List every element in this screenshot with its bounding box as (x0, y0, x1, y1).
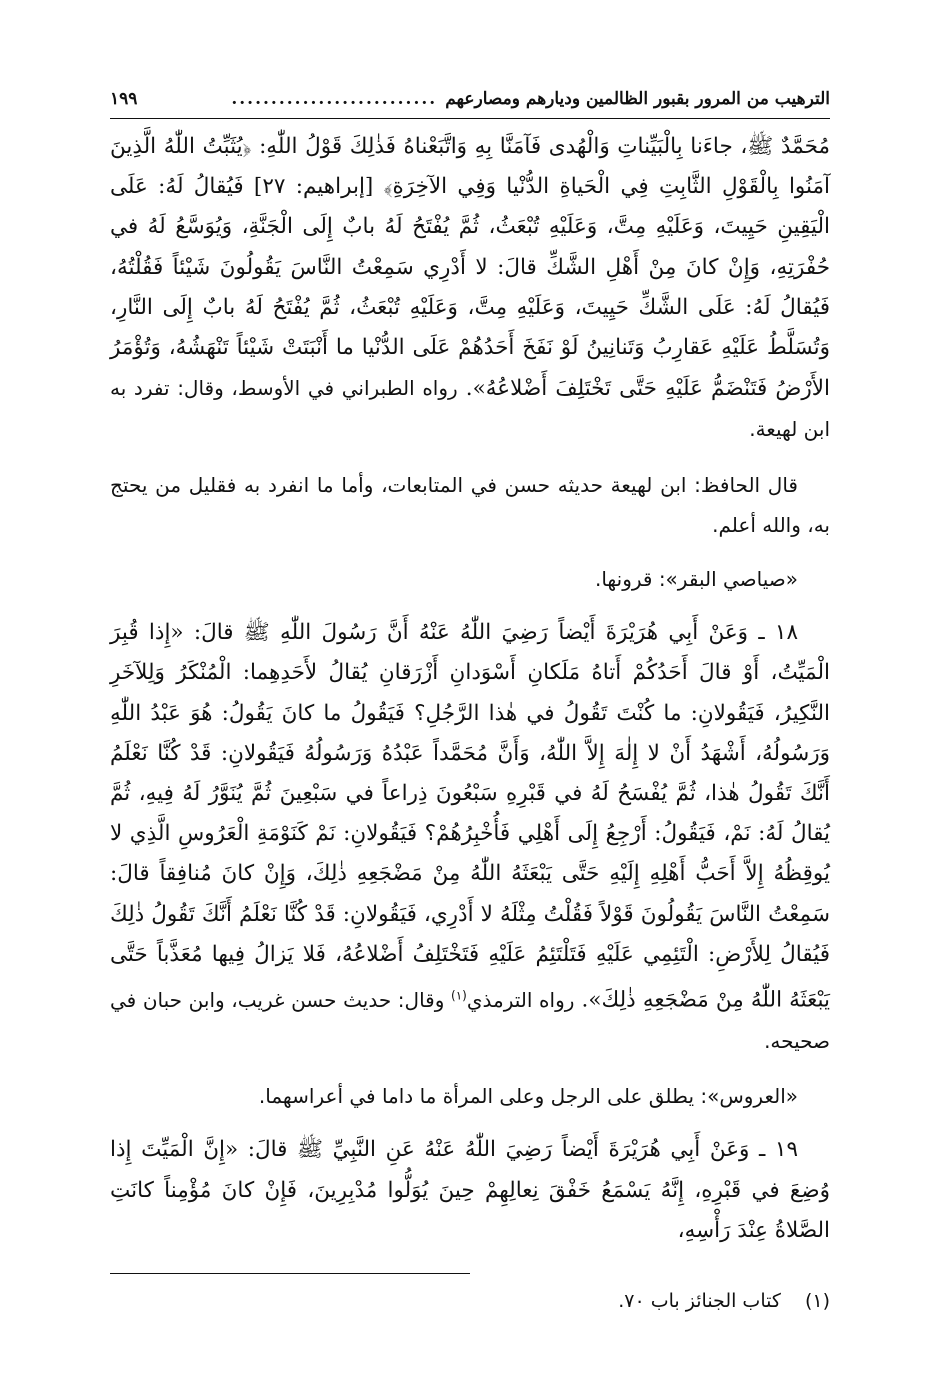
body-text (110, 127, 830, 1251)
running-header (110, 80, 830, 119)
footnote-reference[interactable]: (١) (451, 988, 467, 1003)
footnote-text: كتاب الجنائز باب ٧٠. (618, 1290, 781, 1312)
hadith-text: مُحَمَّدٌ ﷺ، جاءَنا بِالْبَيِّناتِ وَالْهُدى فَآمَنَّا بِهِ وَاتَّبَعْناهُ فَذٰلِكَ قَوْلُ اللّٰهِ: ﴿يُثَبِّتُ اللّٰهُ الَّذِينَ آمَنُوا بِالْقَوْلِ الثَّابِتِ فِي الْحَياةِ الدُّنْيا وَفِي الآخِرَةِ﴾ [إبراهيم: ٢٧] فَيُقالُ لَهُ: عَلَى الْيَقِينِ حَيِيتَ، وَعَلَيْهِ مِتَّ، وَعَلَيْهِ تُبْعَثُ، ثُمَّ يُفْتَحُ لَهُ بابٌ إِلَى الْجَنَّةِ، وَيُوَسَّعُ لَهُ في حُفْرَتِهِ، وَإِنْ كانَ مِنْ أَهْلِ الشَّكِّ قالَ: لا أَدْرِي سَمِعْتُ النَّاسَ يَقُولُونَ شَيْئاً فَقُلْتُهُ، فَيُقالُ لَهُ: عَلَى الشَّكِّ حَيِيتَ، وَعَلَيْهِ مِتَّ، وَعَلَيْهِ تُبْعَثُ، ثُمَّ يُفْتَحُ لَهُ بابٌ إِلَى النَّارِ، وَتُسَلَّطُ عَلَيْهِ عَقارِبُ وَتَنانِينُ لَوْ نَفَخَ أَحَدُهُمْ عَلَى الدُّنْيا ما أَنْبَتَتْ شَيْئاً تَنْهَشُهُ، وَتُؤْمَرُ الأَرْضُ فَتَنْضَمُّ عَلَيْهِ حَتَّى تَخْتَلِفَ أَضْلاعُهُ». (110, 134, 830, 402)
paragraph-hadith-18 (110, 613, 830, 1062)
paragraph-hadith-continuation (110, 127, 830, 451)
hadith-18-source: رواه الترمذي (466, 987, 575, 1012)
header-leader-dots: .......................... (231, 89, 438, 109)
page-number: ١٩٩ (110, 89, 138, 109)
paragraph-hafiz-comment: قال الحافظ: ابن لهيعة حديثه حسن في المتابعات، وأما ما انفرد به فقليل من يحتج به، والله أعلم. (110, 472, 830, 537)
paragraph-gloss-arus: «العروس»: يطلق على الرجل وعلى المرأة ما داما في أعراسهما. (258, 1084, 798, 1109)
hadith-18-grading: وقال: حديث حسن غريب، وابن حبان في صحيحه. (110, 987, 830, 1053)
header-title: الترهيب من المرور بقبور الظالمين وديارهم ومصارعهم (445, 89, 830, 109)
footnote-divider (110, 1273, 470, 1274)
paragraph-gloss-sayasi: «صياصي البقر»: قرونها. (594, 567, 798, 592)
paragraph-hadith-19: ١٩ ـ وَعَنْ أَبِي هُرَيْرَةَ أَيْضاً رَضِيَ اللّٰهُ عَنْهُ عَنِ النَّبِيِّ ﷺ قالَ: «إِنَّ الْمَيِّتَ إِذا وُضِعَ في قَبْرِهِ، إِنَّهُ يَسْمَعُ خَفْقَ نِعالِهِمْ حِينَ يُوَلُّوا مُدْبِرِينَ، فَإِنْ كانَ مُؤْمِناً كانَتِ الصَّلاةُ عِنْدَ رَأْسِهِ، (110, 1137, 830, 1243)
narration-note: رواه الطبراني في الأوسط، وقال: تفرد به ابن لهيعة. (110, 376, 830, 442)
footnote-marker: (١) (804, 1290, 830, 1312)
footnote (110, 1290, 830, 1312)
page (110, 80, 830, 1251)
hadith-18-text: ١٨ ـ وَعَنْ أَبِي هُرَيْرَةَ أَيْضاً رَضِيَ اللّٰهُ عَنْهُ أَنَّ رَسُولَ اللّٰهِ ﷺ قالَ: «إِذا قُبِرَ الْمَيِّتُ، أَوْ قالَ أَحَدُكُمْ أَتاهُ مَلَكانِ أَسْوَدانِ أَزْرَقانِ يُقالُ لأَحَدِهِما: الْمُنْكَرُ وَلِلآخَرِ النَّكِيرُ، فَيَقُولانِ: ما كُنْتَ تَقُولُ في هٰذا الرَّجُلِ؟ فَيَقُولُ ما كانَ يَقُولُ: هُوَ عَبْدُ اللّٰهِ وَرَسُولُهُ، أَشْهَدُ أَنْ لا إِلٰهَ إِلاَّ اللّٰهُ، وَأَنَّ مُحَمَّداً عَبْدُهُ وَرَسُولُهُ فَيَقُولانِ: قَدْ كُنَّا نَعْلَمُ أَنَّكَ تَقُولُ هٰذا، ثُمَّ يُفْسَحُ لَهُ في قَبْرِهِ سَبْعُونَ ذِراعاً في سَبْعِينَ ثُمَّ يُنَوَّرُ لَهُ فِيهِ، ثُمَّ يُقالُ لَهُ: نَمْ، فَيَقُولُ: أَرْجِعُ إِلَى أَهْلِي فَأُخْبِرُهُمْ؟ فَيَقُولانِ: نَمْ كَنَوْمَةِ الْعَرُوسِ الَّذِي لا يُوقِظُهُ إِلاَّ أَحَبُّ أَهْلِهِ إِلَيْهِ حَتَّى يَبْعَثَهُ اللّٰهُ مِنْ مَضْجَعِهِ ذٰلِكَ، وَإِنْ كانَ مُنافِقاً قالَ: سَمِعْتُ النَّاسَ يَقُولُونَ قَوْلاً فَقُلْتُ مِثْلَهُ لا أَدْرِي، فَيَقُولانِ: قَدْ كُنَّا نَعْلَمُ أَنَّكَ تَقُولُ ذٰلِكَ فَيُقالُ لِلأَرْضِ: الْتَئِمِي عَلَيْهِ فَتَلْتَئِمُ عَلَيْهِ فَتَخْتَلِفُ أَضْلاعُهُ، فَلا يَزالُ فِيها مُعَذَّباً حَتَّى يَبْعَثَهُ اللّٰهُ مِنْ مَضْجَعِهِ ذٰلِكَ». (110, 620, 830, 1013)
